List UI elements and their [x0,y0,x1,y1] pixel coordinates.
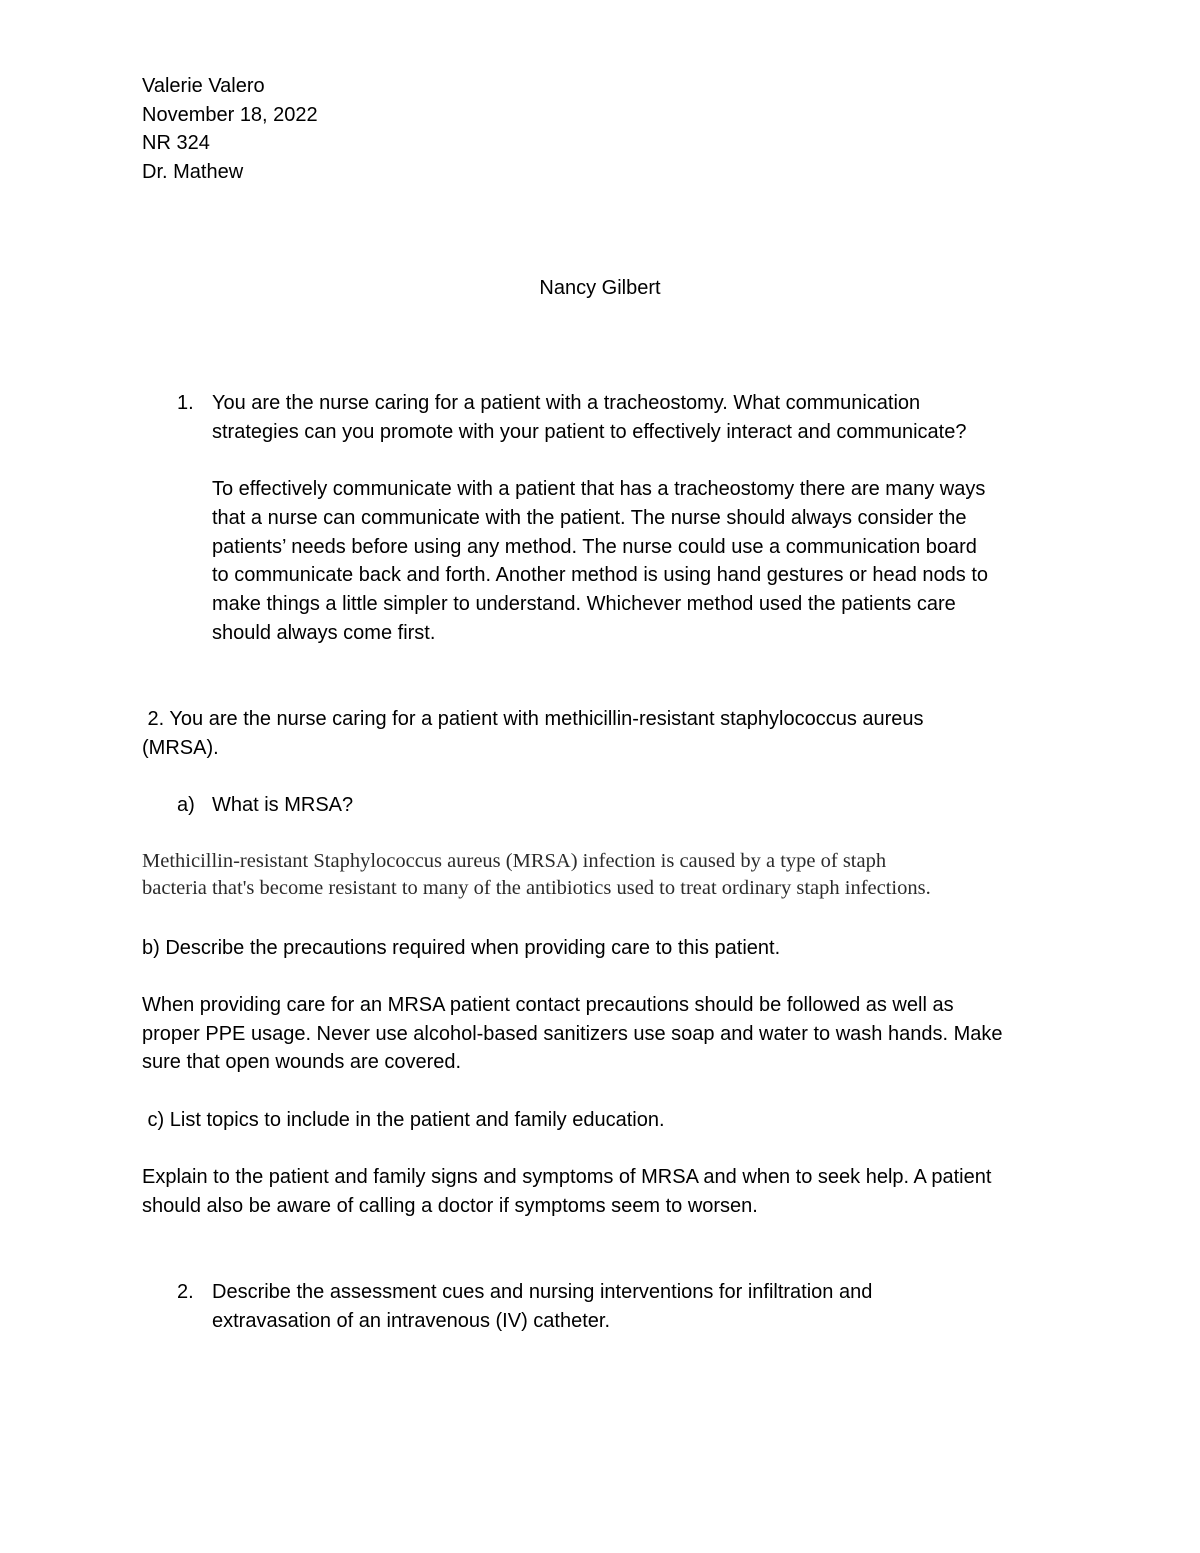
instructor-name: Dr. Mathew [142,161,244,183]
question-3-line-1: Describe the assessment cues and nursing interventions for infiltration and [212,1281,873,1303]
question-1-number: 1. [177,392,194,414]
answer-1-line: To effectively communicate with a patient that has a tracheostomy there are many ways [212,478,986,500]
answer-1-line: make things a little simpler to understand. Whichever method used the patients care [212,593,956,615]
part-c-answer-line: Explain to the patient and family signs and symptoms of MRSA and when to seek help. A patient [142,1166,992,1188]
part-c-answer-line: should also be aware of calling a doctor if symptoms seem to worsen. [142,1195,758,1217]
part-b-answer-line: proper PPE usage. Never use alcohol-based sanitizers use soap and water to wash hands. Make [142,1023,1003,1045]
answer-1-line: to communicate back and forth. Another method is using hand gestures or head nods to [212,564,989,586]
question-3-number: 2. [177,1281,194,1303]
part-a-answer-line: Methicillin-resistant Staphylococcus aureus (MRSA) infection is caused by a type of staph [142,850,887,872]
question-2-line-1: 2. You are the nurse caring for a patient with methicillin-resistant staphylococcus aureus [142,708,924,730]
course-code: NR 324 [142,132,210,154]
submission-date: November 18, 2022 [142,104,318,126]
answer-1-line: patients’ needs before using any method. The nurse could use a communication board [212,536,977,558]
question-1-line-2: strategies can you promote with your patient to effectively interact and communicate? [212,421,967,443]
part-c-question: c) List topics to include in the patient and family education. [142,1109,665,1131]
page-title: Nancy Gilbert [539,277,661,299]
part-b-question: b) Describe the precautions required when providing care to this patient. [142,937,781,959]
question-3-line-2: extravasation of an intravenous (IV) catheter. [212,1310,610,1332]
part-b-answer-line: When providing care for an MRSA patient contact precautions should be followed as well as [142,994,954,1016]
part-a-answer-line: bacteria that's become resistant to many of the antibiotics used to treat ordinary staph infections. [142,877,931,899]
answer-1-line: should always come first. [212,622,436,644]
author-name: Valerie Valero [142,75,265,97]
question-1-line-1: You are the nurse caring for a patient with a tracheostomy. What communication [212,392,921,414]
answer-1-line: that a nurse can communicate with the patient. The nurse should always consider the [212,507,967,529]
part-b-answer-line: sure that open wounds are covered. [142,1051,462,1073]
part-a-marker: a) [177,794,195,816]
question-2-line-2: (MRSA). [142,737,219,759]
part-a-question: What is MRSA? [212,794,354,816]
